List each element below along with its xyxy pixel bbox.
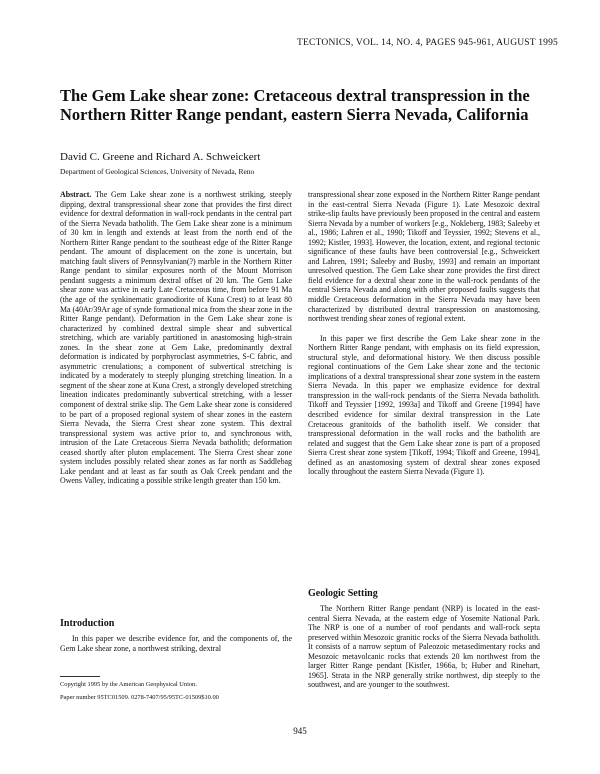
paper-number: Paper number 95TC01509. 0278-7407/95/95TC-01509$10.00 xyxy=(60,694,219,701)
introduction-text: In this paper we describe evidence for, and the components of, the Gem Lake shear zone, a northwest striking, dextral xyxy=(60,634,292,653)
geologic-setting-heading: Geologic Setting xyxy=(308,588,378,599)
left-column xyxy=(60,190,292,496)
affiliation: Department of Geological Sciences, University of Nevada, Reno xyxy=(60,167,255,176)
journal-header: TECTONICS, VOL. 14, NO. 4, PAGES 945-961, AUGUST 1995 xyxy=(297,38,558,48)
authors: David C. Greene and Richard A. Schweickert xyxy=(60,151,261,163)
abstract-text: The Gem Lake shear zone is a northwest striking, steeply dipping, dextral transpressional shear zone that provides the first direct evidence for dextral deformation in wall-rock pendants in the central part of the Sierra Nevada batholith. The Gem Lake shear zone is a minimum of 30 km in length and extends at least from the north end of the Northern Ritter Range pendant to the southeast edge of the Ritter Range pendant. The amount of displacement on the zone is uncertain, but matching fault slivers of Pennsylvanian(?) marble in the Northern Ritter Range pendant to similar exposures north of the Mount Morrison pendant suggests a minimum dextral offset of 20 km. The Gem Lake shear zone was active in early Late Cretaceous time, from before 91 Ma (the age of the synkinematic granodiorite of Kuna Crest) to at least 80 Ma (40Ar/39Ar age of synde formational mica from the shear zone in the Ritter Range pendant). Deformation in the Gem Lake shear zone is characterized by combined dextral simple shear and subvertical stretching, which are variably partitioned in anastomosing high-strain zones. In the shear zone at Gem Lake, predominantly dextral deformation is indicated by porphyroclast asymmetries, S-C fabric, and asymmetric crenulations; a component of subvertical stretching is indicated by a moderately to steeply plunging stretching lineation. In a segment of the shear zone at Kuna Crest, a strongly developed stretching lineation indicates predominantly subvertical stretching, with a lesser component of dextral strike slip. The Gem Lake shear zone is considered to be part of a proposed regional system of shear zones in the eastern Sierra Nevada, the Sierra Crest shear zone system. This dextral transpressional system was active prior to, and synchronous with, intrusion of the Late Cretaceous Sierra Nevada batholith; deformation ceased shortly after pluton emplacement. The Sierra Crest shear zone system includes possibly related shear zones as far north as Saddlebag Lake pendant and at least as far south as Oak Creek pendant and the Owens Valley, indicating a possible strike length greater than 150 km. xyxy=(60,190,292,486)
right-paragraph-1: transpressional shear zone exposed in the Northern Ritter Range pendant in the east-central Sierra Nevada (Figure 1). Late Mesozoic dextral strike-slip faults have previously been proposed in the central and eastern Sierra Nevada by a number of workers [e.g., Nokleberg, 1983; Saleeby et al., 1986; Lahren et al., 1990; Tikoff and Teyssier, 1992; Stevens et al., 1992; Kistler, 1993]. However, the location, extent, and regional tectonic significance of these faults have been controversial [e.g., Schweickert and Lahren, 1991; Saleeby and Busby, 1993] and remain an important unresolved question. The Gem Lake shear zone provides the first direct field evidence for a dextral shear zone in the wall-rock pendants of the central Sierra Nevada and along with other proposed faults suggests that middle Cretaceous deformation in the Sierra Nevada may have been characterized by distributed dextral transpression on anastomosing, northwest trending shear zones of regional extent. xyxy=(308,190,540,324)
introduction-heading: Introduction xyxy=(60,618,115,629)
right-column xyxy=(308,190,540,487)
right-paragraph-2: In this paper we first describe the Gem Lake shear zone in the Northern Ritter Range pendant, with emphasis on its field expression, structural style, and deformational history. We then discuss possible regional continuations of the Gem Lake shear zone and the tectonic implications of a dextral transpressional shear zone system in the eastern Sierra Nevada. In this paper we emphasize evidence for dextral transpression in the wall-rock pendants of the Sierra Nevada batholith. Tikoff and Teyssier [1992, 1993a] and Tikoff and Greene [1994] have described evidence for similar dextral transpression in the Late Cretaceous granitoids of the batholith itself. We consider that transpressional deformation in the wall rocks and the batholith are related and suggest that the Gem Lake shear zone is part of a proposed Sierra Crest shear zone system [Tikoff, 1994; Tikoff and Greene, 1994], defined as an anastomosing system of dextral shear zones exposed locally throughout the eastern Sierra Nevada (Figure 1). xyxy=(308,333,540,477)
copyright-notice: Copyright 1995 by the American Geophysical Union. xyxy=(60,681,197,688)
paper-title: The Gem Lake shear zone: Cretaceous dextral transpression in the Northern Ritter Range pendant, eastern Sierra Nevada, California xyxy=(60,86,530,124)
footnote-rule xyxy=(60,676,100,677)
abstract xyxy=(60,190,292,486)
page-number: 945 xyxy=(293,726,307,736)
geologic-setting-text: The Northern Ritter Range pendant (NRP) is located in the east-central Sierra Nevada, at the eastern edge of Yosemite National Park. The NRP is one of a number of roof pendants and wall-rock septa preserved within Mesozoic granitic rocks of the Sierra Nevada batholith. It consists of a narrow septum of Paleozoic metasedimentary rocks and Mesozoic metavolcanic rocks that extends 20 km northwest from the larger Ritter Range pendant [Kistler, 1966a, b; Huber and Rinehart, 1965]. Strata in the NRP generally strike northwest, dip steeply to the southwest, and are younger to the southwest. xyxy=(308,604,540,690)
abstract-label: Abstract. xyxy=(60,190,92,199)
